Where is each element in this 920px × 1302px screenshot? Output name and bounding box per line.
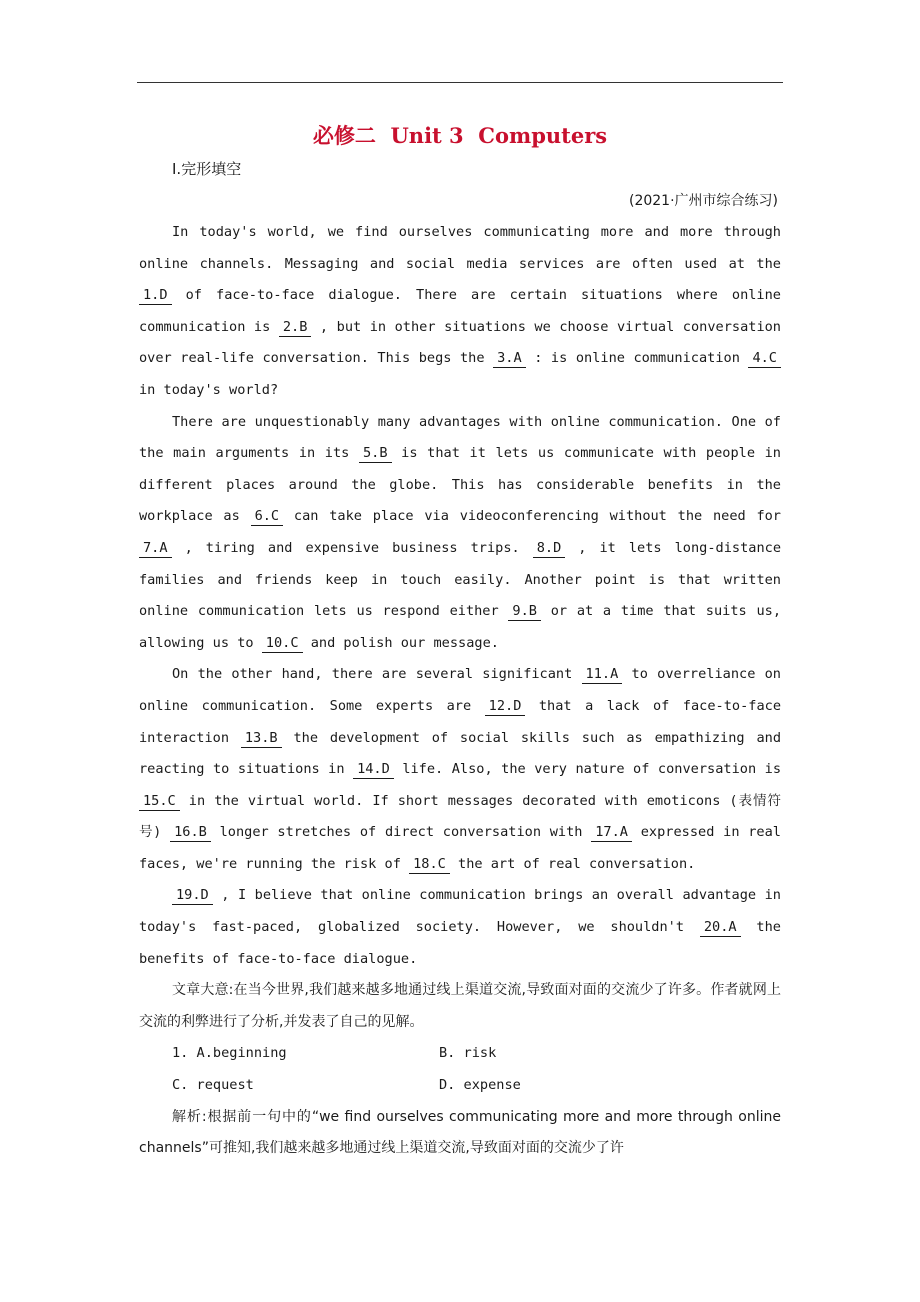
- paragraph-3: On the other hand, there are several significant 11.A to overreliance on online communication. Some experts are 12.D that a lack of face-to-face interaction 13.B the development of social skills such as empathizing and reacting to situations in 14.D life. Also, the very nature of conversation is 15.C in the virtual world. If short messages decorated with emoticons (表情符号) 16.B longer stretches of direct conversation with 17.A expressed in real faces, we're running the risk of 18.C the art of real conversation.: [139, 666, 781, 872]
- answer-blank-6: 6.C: [251, 507, 284, 526]
- section-heading: Ⅰ.完形填空: [172, 160, 242, 178]
- answer-blank-10: 10.C: [262, 634, 303, 653]
- answer-blank-7: 7.A: [139, 539, 172, 558]
- option-a: 1. A.beginning: [172, 1045, 287, 1062]
- answer-blank-12: 12.D: [485, 697, 526, 716]
- option-b: B. risk: [439, 1045, 497, 1062]
- answer-blank-4: 4.C: [748, 349, 781, 368]
- answer-blank-3: 3.A: [493, 349, 526, 368]
- answer-blank-1: 1.D: [139, 286, 172, 305]
- answer-blank-2: 2.B: [279, 318, 312, 337]
- answer-blank-16: 16.B: [170, 823, 211, 842]
- options-row-1: [139, 1038, 781, 1070]
- page-title: 必修二 Unit 3 Computers: [312, 123, 608, 148]
- summary: 文章大意:在当今世界,我们越来越多地通过线上渠道交流,导致面对面的交流少了许多。作者就网上交流的利弊进行了分析,并发表了自己的见解。: [139, 982, 781, 1030]
- paragraph-1: In today's world, we find ourselves communicating more and more through online channels. Messaging and social media services are often used at the 1.D of face-to-face dialogue. There are certain situations where online communication is 2.B , but in other situations we choose virtual conversation over real-life conversation. This begs the 3.A : is online communication 4.C in today's world?: [139, 224, 781, 398]
- answer-blank-15: 15.C: [139, 792, 180, 811]
- passage: [139, 217, 781, 1165]
- answer-blank-5: 5.B: [359, 444, 392, 463]
- answer-blank-11: 11.A: [582, 665, 623, 684]
- paragraph-2: There are unquestionably many advantages with online communication. One of the main arguments in its 5.B is that it lets us communicate with people in different places around the globe. This has considerable benefits in the workplace as 6.C can take place via videoconferencing without the need for 7.A , tiring and expensive business trips. 8.D , it lets long-distance families and friends keep in touch easily. Another point is that written online communication lets us respond either 9.B or at a time that suits us, allowing us to 10.C and polish our message.: [139, 413, 782, 651]
- answer-blank-9: 9.B: [508, 602, 541, 621]
- paragraph-4: 19.D , I believe that online communication brings an overall advantage in today's fast-paced, globalized society. However, we shouldn't 20.A the benefits of face-to-face dialogue.: [139, 887, 781, 967]
- source-note: (2021·广州市综合练习): [628, 193, 778, 209]
- option-c: C. request: [172, 1077, 254, 1094]
- answer-blank-18: 18.C: [409, 855, 450, 874]
- option-d: D. expense: [439, 1077, 521, 1094]
- analysis: 解析:根据前一句中的“we find ourselves communicating more and more through online channels”可推知,我们越来越多地通过线上渠道交流,导致面对面的交流少了许: [139, 1108, 781, 1157]
- answer-blank-13: 13.B: [241, 729, 282, 748]
- header-rule: [137, 82, 783, 83]
- answer-blank-8: 8.D: [533, 539, 566, 558]
- answer-blank-14: 14.D: [353, 760, 394, 779]
- answer-blank-19: 19.D: [172, 886, 213, 905]
- answer-blank-20: 20.A: [700, 918, 741, 937]
- answer-blank-17: 17.A: [591, 823, 632, 842]
- options-row-2: [139, 1070, 781, 1102]
